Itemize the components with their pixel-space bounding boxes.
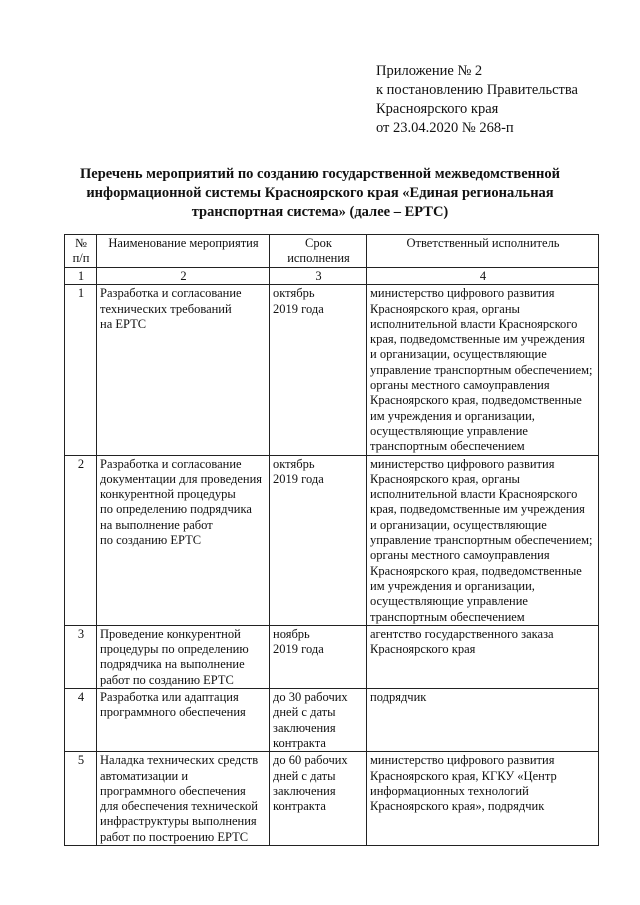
measure-name-line: подрядчика на выполнение (100, 657, 245, 672)
measure-name-line: программного обеспечения (100, 705, 246, 720)
column-number: 3 (270, 268, 367, 285)
measure-responsible-line: и организации, осуществляющие (370, 517, 547, 532)
table-row (65, 285, 599, 455)
measure-term (270, 752, 367, 846)
measure-name-line: программного обеспечения (100, 783, 246, 798)
approval-block (376, 62, 578, 138)
approval-line-4: от 23.04.2020 № 268-п (376, 120, 514, 136)
measure-term-line: заключения (273, 720, 336, 735)
measure-responsible-line: исполнительной власти Красноярского (370, 487, 578, 502)
approval-line-1: Приложение № 2 (376, 63, 483, 79)
measure-responsible-line: Красноярского края», подрядчик (370, 799, 545, 814)
measure-name-line: Разработка и согласование (100, 456, 242, 471)
measure-name-line: Разработка и согласование (100, 286, 242, 301)
measure-responsible-line: Красноярского края, подведомственные (370, 563, 582, 578)
measure-term-line: ноябрь (273, 626, 310, 641)
header-responsible: Ответственный исполнитель (367, 235, 599, 268)
measure-name-line: работ по построению ЕРТС (100, 829, 249, 844)
row-number: 1 (65, 285, 97, 455)
measures-table (64, 234, 599, 846)
measure-responsible-line: транспортным обеспечением (370, 439, 525, 454)
measure-responsible-line: края, подведомственные им учреждения (370, 502, 585, 517)
title-line-1: Перечень мероприятий по созданию государственной межведомственной (80, 166, 560, 182)
measure-term-line: дней с даты (273, 705, 336, 720)
measure-responsible-line: агентство государственного заказа (370, 626, 554, 641)
title-line-3: транспортная система» (далее – ЕРТС) (191, 204, 449, 220)
measure-responsible-line: информационных технологий (370, 783, 529, 798)
measure-name-line: работ по созданию ЕРТС (100, 672, 234, 687)
column-number: 4 (367, 268, 599, 285)
row-number: 2 (65, 455, 97, 625)
measure-term-line: до 60 рабочих (273, 753, 348, 768)
measure-name (97, 285, 270, 455)
measure-name-line: инфраструктуры выполнения (100, 814, 257, 829)
measure-responsible-line: им учреждения и организации, (370, 408, 535, 423)
measure-responsible-line: и организации, осуществляющие (370, 347, 547, 362)
measure-term (270, 689, 367, 752)
measure-name-line: процедуры по определению (100, 642, 249, 657)
measure-responsible (367, 625, 599, 688)
measure-responsible-line: органы местного самоуправления (370, 378, 550, 393)
column-number-row (65, 268, 599, 285)
document-title (60, 165, 580, 222)
measure-name-line: технических требований (100, 301, 232, 316)
measure-responsible (367, 689, 599, 752)
measure-responsible-line: транспортным обеспечением (370, 609, 525, 624)
measure-term-line: октябрь (273, 286, 315, 301)
measure-term-line: 2019 года (273, 471, 324, 486)
table-header-row (65, 235, 599, 268)
measure-term-line: 2019 года (273, 642, 324, 657)
title-line-2: информационной системы Красноярского края «Единая региональная (86, 185, 554, 201)
measure-name-line: Разработка или адаптация (100, 690, 239, 705)
measure-name-line: конкурентной процедуры (100, 487, 236, 502)
table-body (65, 285, 599, 846)
measure-term-line: 2019 года (273, 301, 324, 316)
measure-responsible-line: министерство цифрового развития (370, 753, 555, 768)
measure-term-line: октябрь (273, 456, 315, 471)
approval-line-2: к постановлению Правительства (376, 82, 578, 98)
header-term: Срок исполнения (270, 235, 367, 268)
measure-term-line: дней с даты (273, 768, 336, 783)
measure-responsible-line: осуществляющие управление (370, 423, 528, 438)
measure-name-line: Проведение конкурентной (100, 626, 241, 641)
measure-name-line: Наладка технических средств (100, 753, 259, 768)
table-row (65, 752, 599, 846)
row-number: 5 (65, 752, 97, 846)
row-number: 4 (65, 689, 97, 752)
measure-term-line: контракта (273, 735, 326, 750)
column-number: 2 (97, 268, 270, 285)
measure-name (97, 689, 270, 752)
measure-name (97, 752, 270, 846)
measure-responsible-line: органы местного самоуправления (370, 548, 550, 563)
measure-responsible (367, 285, 599, 455)
measure-term (270, 625, 367, 688)
measure-responsible-line: края, подведомственные им учреждения (370, 332, 585, 347)
table-row (65, 625, 599, 688)
measure-responsible-line: Красноярского края, органы (370, 471, 520, 486)
approval-line-3: Красноярского края (376, 101, 499, 117)
measure-term (270, 455, 367, 625)
header-name: Наименование мероприятия (97, 235, 270, 268)
measure-name-line: по определению подрядчика (100, 502, 252, 517)
measure-responsible-line: Красноярского края (370, 642, 476, 657)
measure-name (97, 455, 270, 625)
header-num: № п/п (65, 235, 97, 268)
measure-responsible (367, 455, 599, 625)
measure-responsible-line: Красноярского края, КГКУ «Центр (370, 768, 557, 783)
measure-term-line: контракта (273, 799, 326, 814)
table-row (65, 455, 599, 625)
row-number: 3 (65, 625, 97, 688)
measure-term (270, 285, 367, 455)
measure-responsible-line: министерство цифрового развития (370, 456, 555, 471)
measure-responsible-line: исполнительной власти Красноярского (370, 316, 578, 331)
measure-responsible-line: Красноярского края, органы (370, 301, 520, 316)
measure-term-line: до 30 рабочих (273, 690, 348, 705)
measure-responsible-line: подрядчик (370, 690, 427, 705)
measure-name-line: документации для проведения (100, 471, 263, 486)
measure-name-line: на ЕРТС (100, 316, 147, 331)
measure-name-line: автоматизации и (100, 768, 189, 783)
measure-responsible-line: Красноярского края, подведомственные (370, 393, 582, 408)
measure-term-line: заключения (273, 783, 336, 798)
measure-name (97, 625, 270, 688)
measure-responsible (367, 752, 599, 846)
measure-responsible-line: министерство цифрового развития (370, 286, 555, 301)
measure-name-line: для обеспечения технической (100, 799, 258, 814)
measure-name-line: на выполнение работ (100, 517, 213, 532)
measure-responsible-line: управление транспортным обеспечением; (370, 362, 593, 377)
measure-name-line: по созданию ЕРТС (100, 533, 202, 548)
measure-responsible-line: осуществляющие управление (370, 594, 528, 609)
measure-responsible-line: управление транспортным обеспечением; (370, 533, 593, 548)
table-row (65, 689, 599, 752)
column-number: 1 (65, 268, 97, 285)
measure-responsible-line: им учреждения и организации, (370, 578, 535, 593)
